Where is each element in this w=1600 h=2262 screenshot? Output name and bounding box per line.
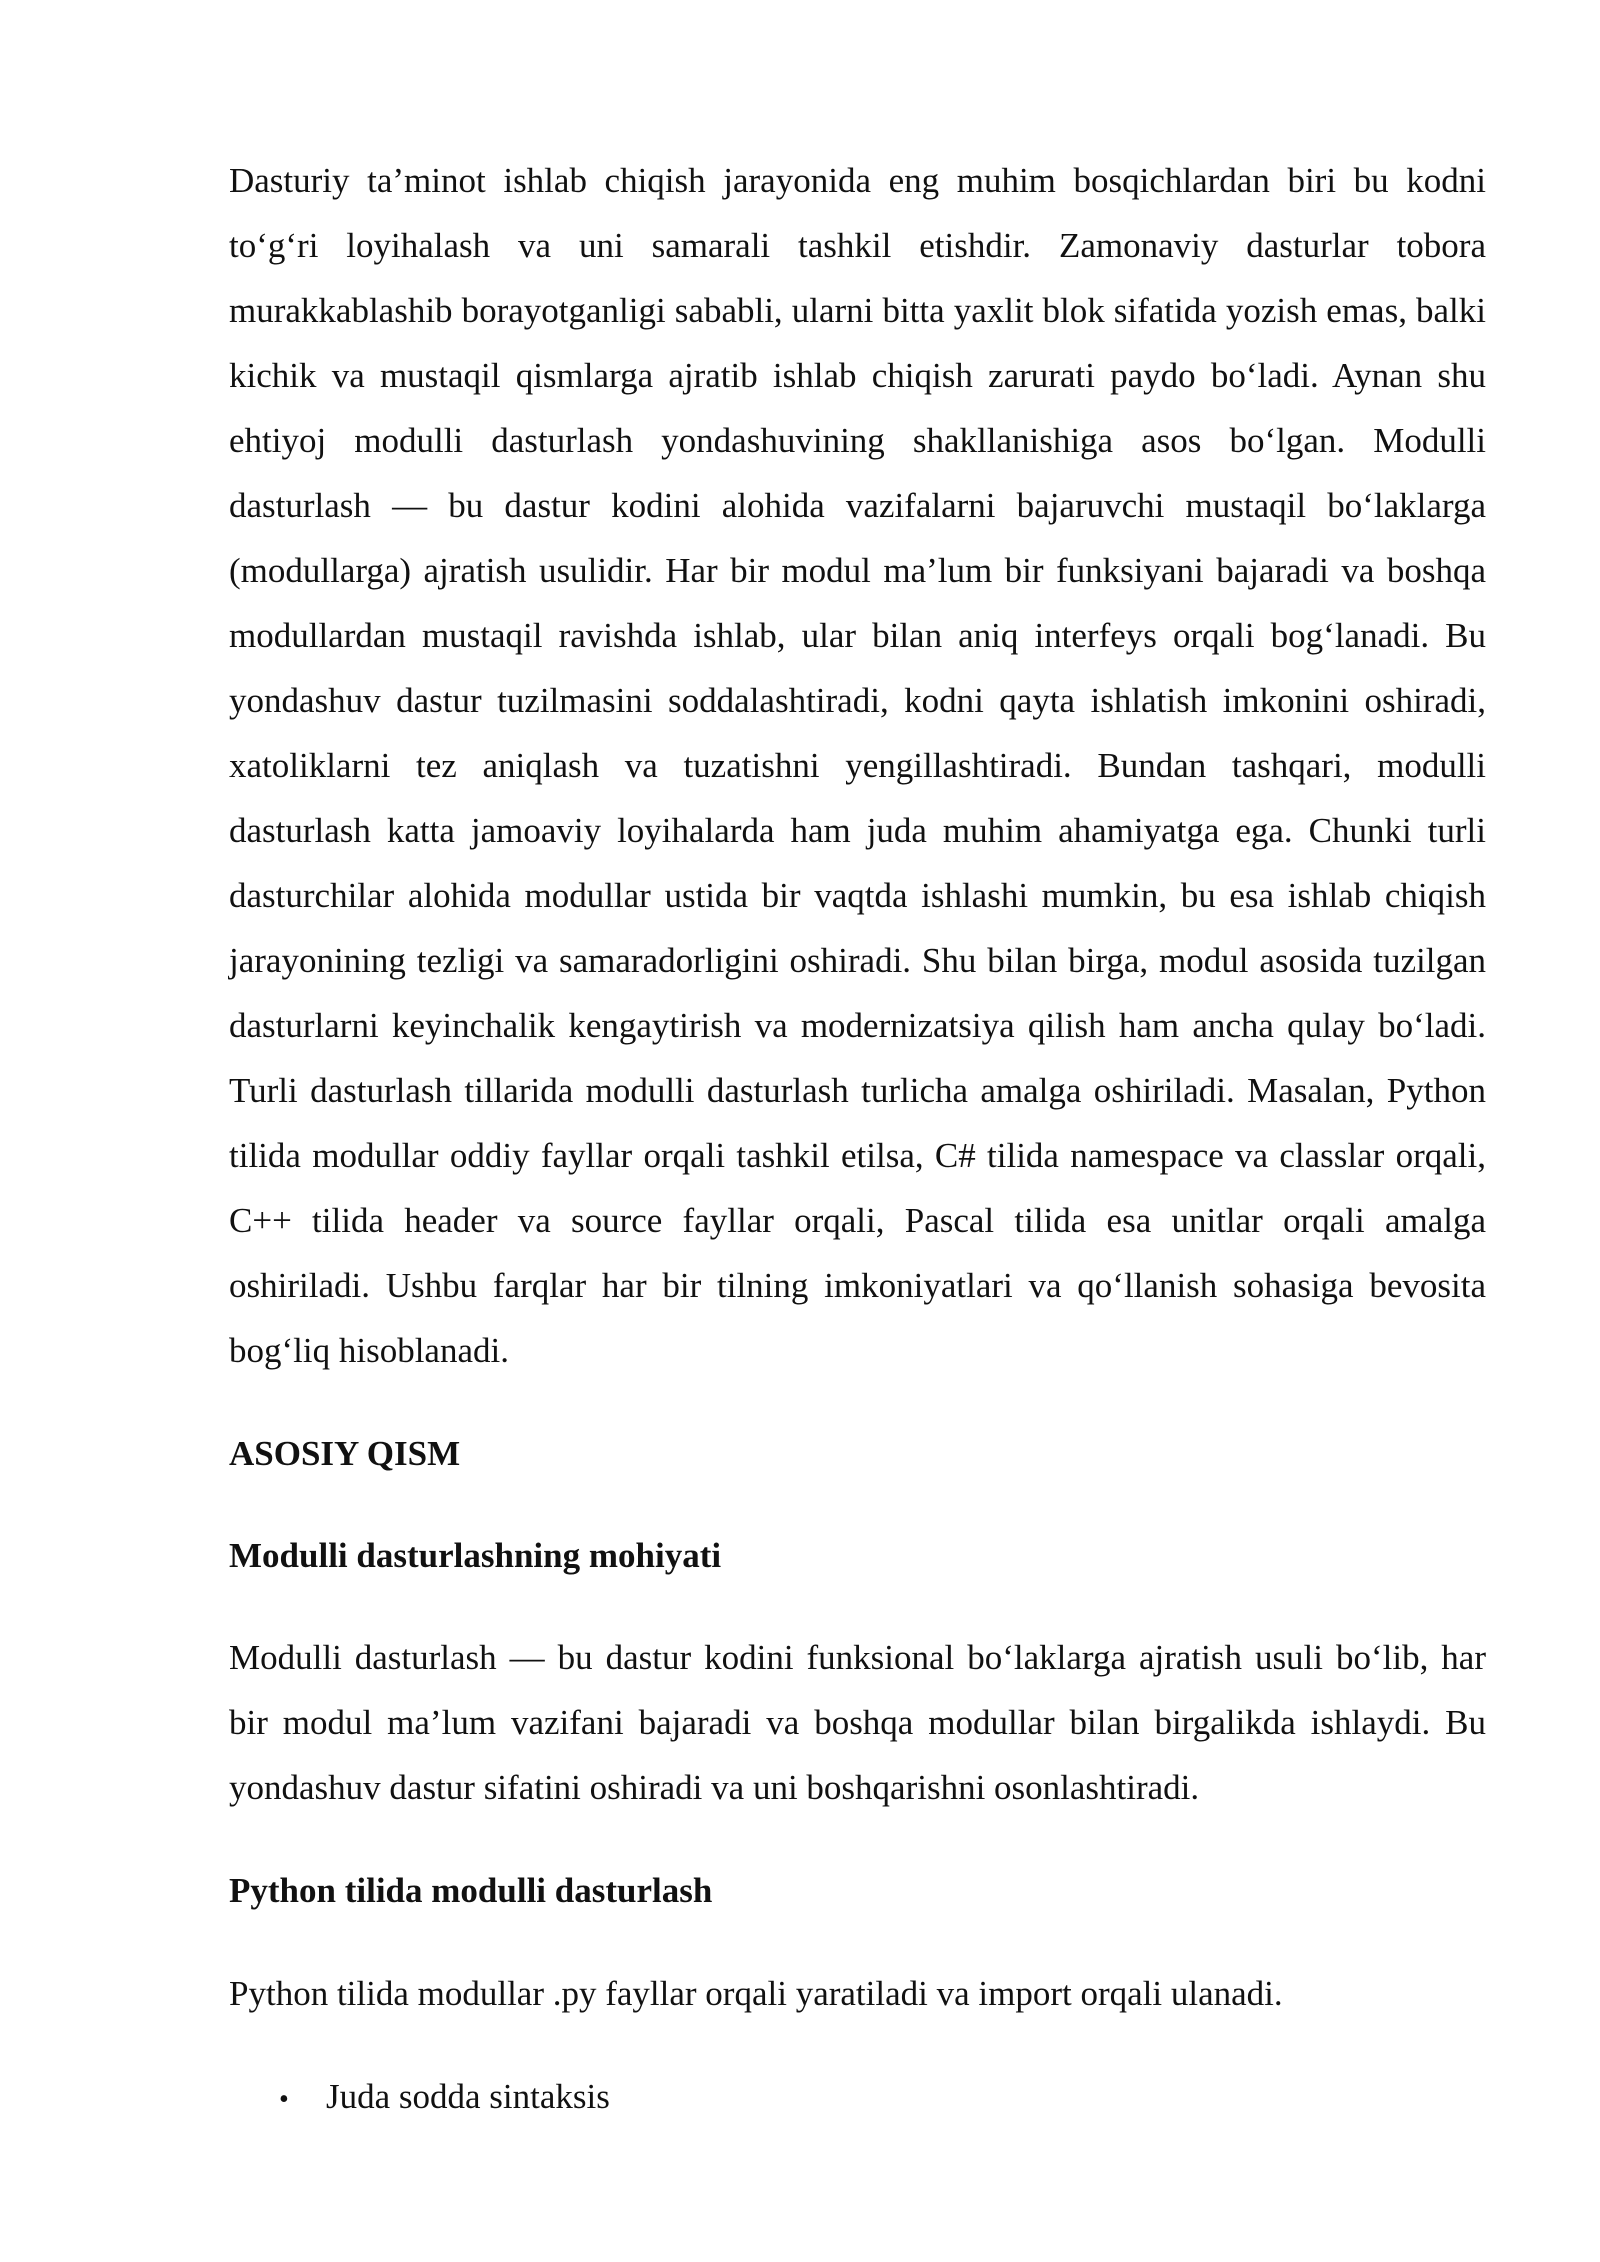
main-heading: ASOSIY QISM [229,1434,461,1473]
document-page [229,148,1486,2132]
section1-heading: Modulli dasturlashning mohiyati [229,1536,722,1575]
section2-paragraph: Python tilida modullar .py fayllar orqali yaratiladi va import orqali ulanadi. [229,1974,1283,2013]
feature-list [229,2064,1486,2132]
list-item-text: Juda sodda sintaksis [326,2077,610,2116]
section1-paragraph: Modulli dasturlash — bu dastur kodini funksional bo‘laklarga ajratish usuli bo‘lib, har bir modul ma’lum vazifani bajaradi va boshqa modullar bilan birgalikda ishlaydi. Bu yondashuv dastur sifatini oshiradi va uni boshqarishni osonlashtiradi. [229,1638,1486,1807]
bullet-icon: • [279,2084,289,2115]
list-item [229,2064,1486,2132]
intro-paragraph: Dasturiy ta’minot ishlab chiqish jarayonida eng muhim bosqichlardan biri bu kodni to‘g‘ri loyihalash va uni samarali tashkil etishdir. Zamonaviy dasturlar tobora murakkablashib borayotganligi sababli, ularni bitta yaxlit blok sifatida yozish emas, balki kichik va mustaqil qismlarga ajratib ishlab chiqish zarurati paydo bo‘ladi. Aynan shu ehtiyoj modulli dasturlash yondashuvining shakllanishiga asos bo‘lgan. Modulli dasturlash — bu dastur kodini alohida vazifalarni bajaruvchi mustaqil bo‘laklarga (modullarga) ajratish usulidir. Har bir modul ma’lum bir funksiyani bajaradi va boshqa modullardan mustaqil ravishda ishlab, ular bilan aniq interfeys orqali bog‘lanadi. Bu yondashuv dastur tuzilmasini soddalashtiradi, kodni qayta ishlatish imkonini oshiradi, xatoliklarni tez aniqlash va tuzatishni yengillashtiradi. Bundan tashqari, modulli dasturlash katta jamoaviy loyihalarda ham juda muhim ahamiyatga ega. Chunki turli dasturchilar alohida modullar ustida bir vaqtda ishlashi mumkin, bu esa ishlab chiqish jarayonining tezligi va samaradorligini oshiradi. Shu bilan birga, modul asosida tuzilgan dasturlarni keyinchalik kengaytirish va modernizatsiya qilish ham ancha qulay bo‘ladi. Turli dasturlash tillarida modulli dasturlash turlicha amalga oshiriladi. Masalan, Python tilida modullar oddiy fayllar orqali tashkil etilsa, C# tilida namespace va classlar orqali, C++ tilida header va source fayllar orqali, Pascal tilida esa unitlar orqali amalga oshiriladi. Ushbu farqlar har bir tilning imkoniyatlari va qo‘llanish sohasiga bevosita bog‘liq hisoblanadi. [229,161,1486,1370]
section2-heading: Python tilida modulli dasturlash [229,1871,713,1910]
